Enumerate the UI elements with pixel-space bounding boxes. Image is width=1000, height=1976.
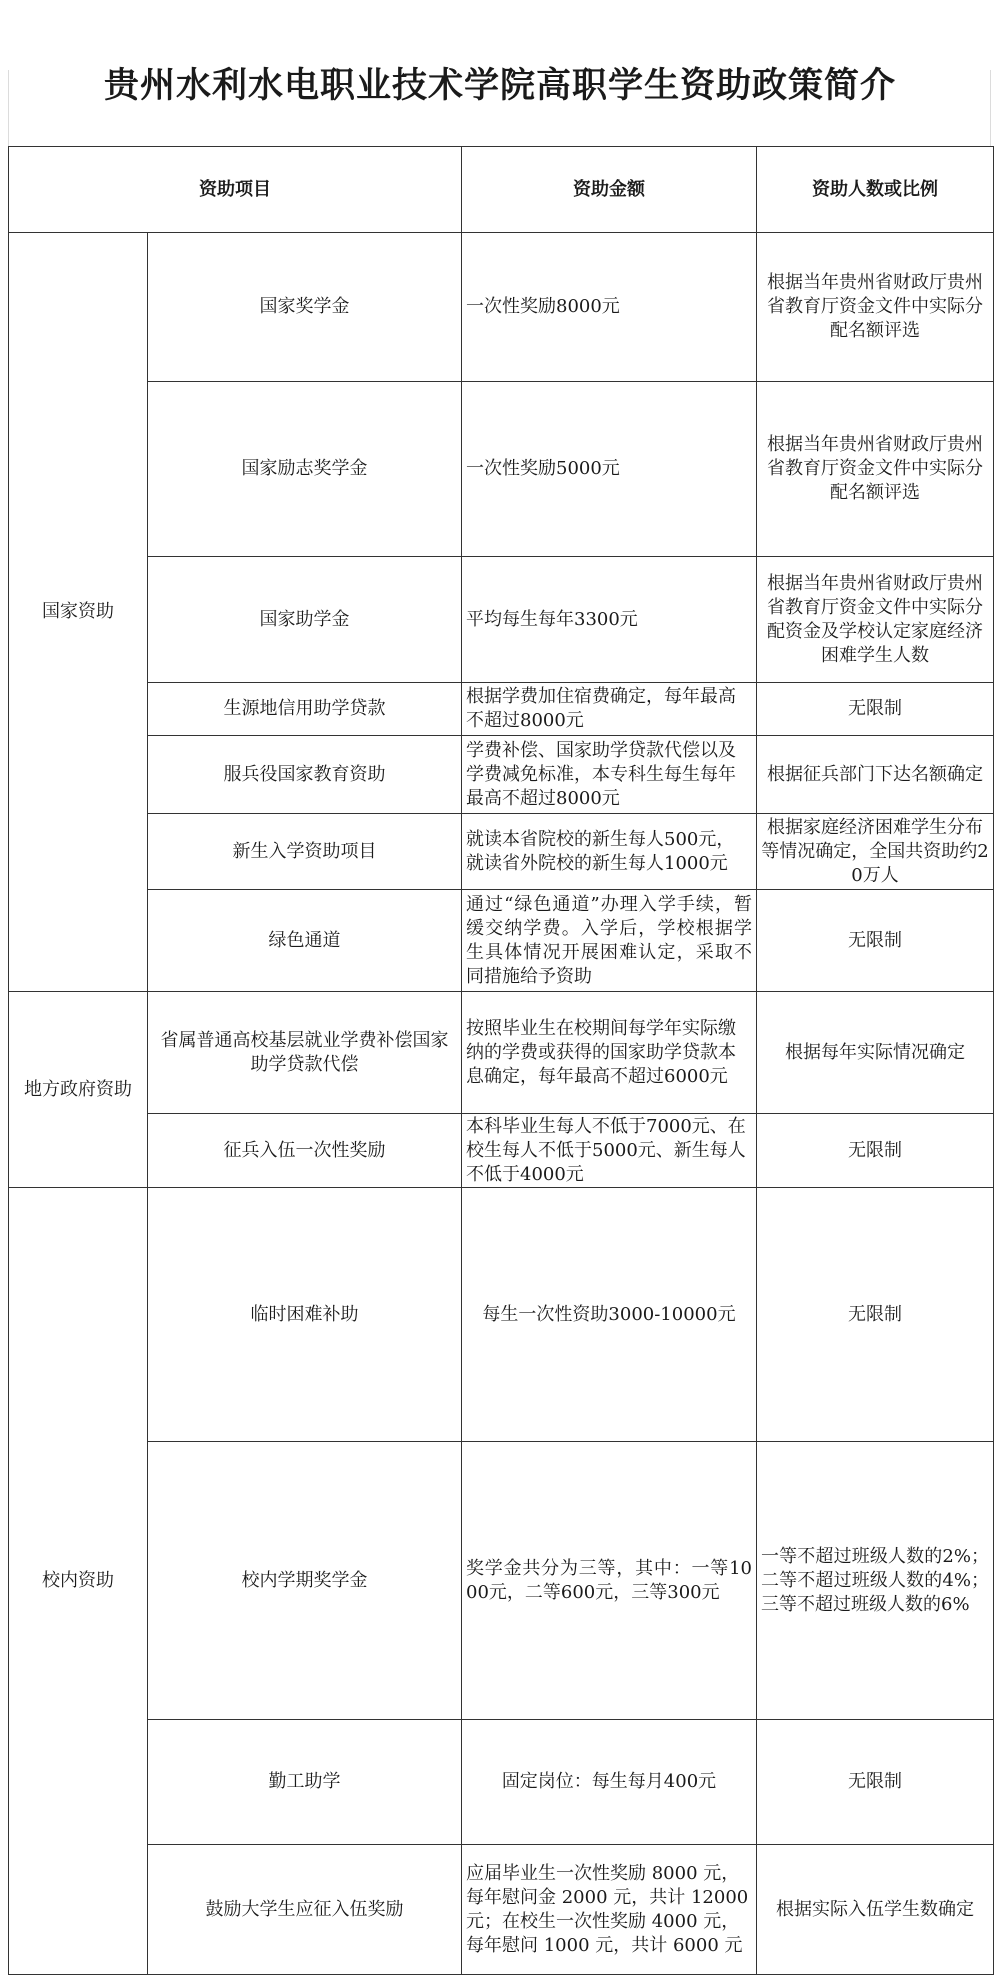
aid-amount: 奖学金共分为三等，其中：一等1000元，二等600元，三等300元: [462, 1442, 757, 1720]
table-row: [9, 814, 994, 890]
header-project: 资助项目: [9, 147, 462, 233]
project-name: 服兵役国家教育资助: [148, 736, 462, 814]
project-name: 勤工助学: [148, 1720, 462, 1845]
aid-count: 无限制: [757, 1114, 994, 1188]
aid-amount: 一次性奖励5000元: [462, 382, 757, 557]
aid-amount: 就读本省院校的新生每人500元，就读省外院校的新生每人1000元: [462, 814, 757, 890]
aid-count: 根据家庭经济困难学生分布等情况确定，全国共资助约20万人: [757, 814, 994, 890]
aid-amount: 一次性奖励8000元: [462, 233, 757, 382]
table-row: [9, 1845, 994, 1975]
project-name: 国家励志奖学金: [148, 382, 462, 557]
table-row: [9, 683, 994, 736]
project-name: 临时困难补助: [148, 1188, 462, 1442]
aid-amount: 本科毕业生每人不低于7000元、在校生每人不低于5000元、新生每人不低于4000元: [462, 1114, 757, 1188]
aid-policy-table: [8, 146, 994, 1975]
table-row: [9, 1188, 994, 1442]
aid-count: 无限制: [757, 890, 994, 992]
aid-amount: 按照毕业生在校期间每学年实际缴纳的学费或获得的国家助学贷款本息确定，每年最高不超过6000元: [462, 992, 757, 1114]
aid-count: 根据当年贵州省财政厅贵州省教育厅资金文件中实际分配名额评选: [757, 382, 994, 557]
aid-count: 根据实际入伍学生数确定: [757, 1845, 994, 1975]
aid-count: 根据每年实际情况确定: [757, 992, 994, 1114]
aid-amount: 通过“绿色通道”办理入学手续，暂缓交纳学费。入学后，学校根据学生具体情况开展困难认定，采取不同措施给予资助: [462, 890, 757, 992]
aid-amount: 根据学费加住宿费确定，每年最高不超过8000元: [462, 683, 757, 736]
table-row: [9, 890, 994, 992]
group-local: 地方政府资助: [9, 992, 148, 1188]
aid-count: 无限制: [757, 1720, 994, 1845]
group-campus: 校内资助: [9, 1188, 148, 1975]
table-header-row: [9, 147, 994, 233]
project-name: 绿色通道: [148, 890, 462, 992]
aid-amount: 每生一次性资助3000-10000元: [462, 1188, 757, 1442]
aid-count: 一等不超过班级人数的2%；二等不超过班级人数的4%；三等不超过班级人数的6%: [757, 1442, 994, 1720]
table-row: [9, 557, 994, 683]
table-row: [9, 1720, 994, 1845]
header-amount: 资助金额: [462, 147, 757, 233]
aid-count: 无限制: [757, 683, 994, 736]
aid-count: 根据当年贵州省财政厅贵州省教育厅资金文件中实际分配名额评选: [757, 233, 994, 382]
table-row: [9, 233, 994, 382]
project-name: 校内学期奖学金: [148, 1442, 462, 1720]
project-name: 国家助学金: [148, 557, 462, 683]
page-title: 贵州水利水电职业技术学院高职学生资助政策简介: [103, 66, 896, 106]
table-row: [9, 1442, 994, 1720]
project-name: 鼓励大学生应征入伍奖励: [148, 1845, 462, 1975]
project-name: 国家奖学金: [148, 233, 462, 382]
aid-count: 无限制: [757, 1188, 994, 1442]
aid-amount: 固定岗位：每生每月400元: [462, 1720, 757, 1845]
group-national: 国家资助: [9, 233, 148, 992]
aid-count: 根据征兵部门下达名额确定: [757, 736, 994, 814]
header-count: 资助人数或比例: [757, 147, 994, 233]
aid-amount: 平均每生每年3300元: [462, 557, 757, 683]
table-row: [9, 992, 994, 1114]
table-row: [9, 382, 994, 557]
project-name: 生源地信用助学贷款: [148, 683, 462, 736]
aid-count: 根据当年贵州省财政厅贵州省教育厅资金文件中实际分配资金及学校认定家庭经济困难学生人数: [757, 557, 994, 683]
project-name: 新生入学资助项目: [148, 814, 462, 890]
project-name: 省属普通高校基层就业学费补偿国家助学贷款代偿: [148, 992, 462, 1114]
table-row: [9, 1114, 994, 1188]
project-name: 征兵入伍一次性奖励: [148, 1114, 462, 1188]
table-row: [9, 736, 994, 814]
aid-amount: 应届毕业生一次性奖励 8000 元，每年慰问金 2000 元，共计 12000 元；在校生一次性奖励 4000 元，每年慰问 1000 元，共计 6000 元: [462, 1845, 757, 1975]
aid-amount: 学费补偿、国家助学贷款代偿以及学费减免标准，本专科生每生每年最高不超过8000元: [462, 736, 757, 814]
